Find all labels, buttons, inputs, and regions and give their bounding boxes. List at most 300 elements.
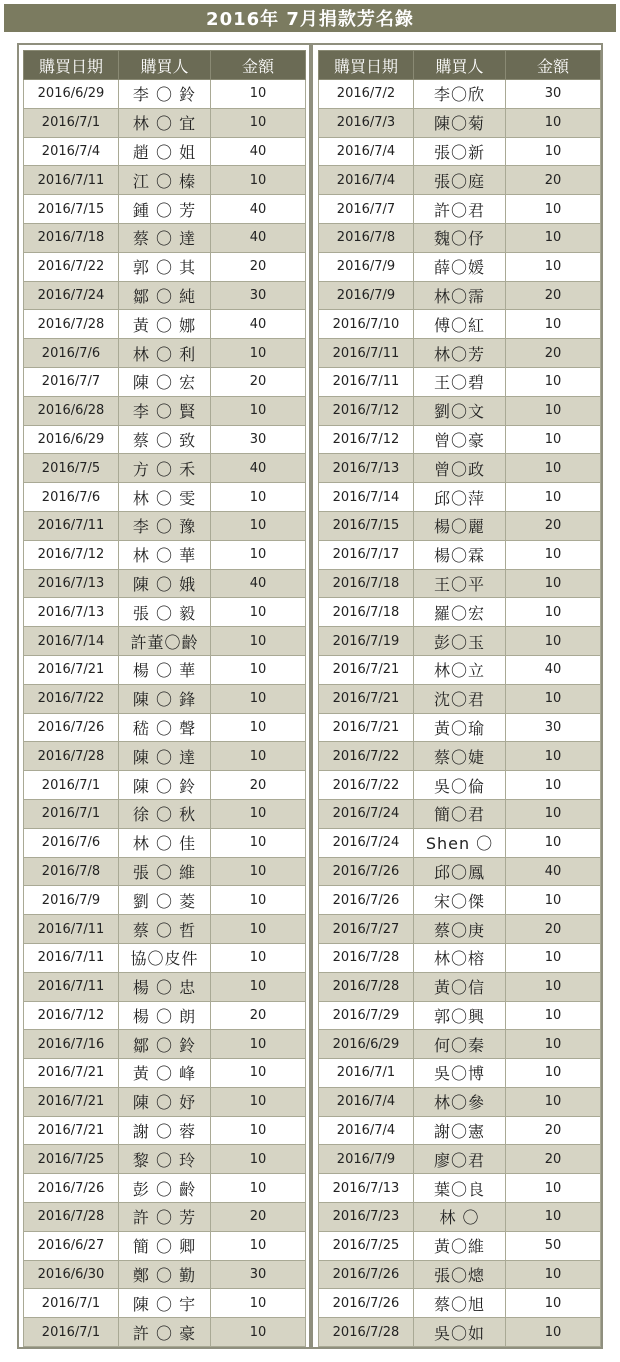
amount-cell: 10: [211, 1231, 306, 1260]
buyer-cell: 吳〇如: [414, 1318, 506, 1347]
date-cell: 2016/7/12: [24, 540, 119, 569]
amount-cell: 30: [211, 281, 306, 310]
date-cell: 2016/7/25: [24, 1145, 119, 1174]
table-row: [319, 713, 601, 742]
table-row: [319, 598, 601, 627]
amount-cell: 10: [211, 166, 306, 195]
buyer-cell: 鍾 〇 芳: [119, 195, 211, 224]
date-cell: 2016/7/22: [319, 742, 414, 771]
buyer-cell: 黃〇信: [414, 972, 506, 1001]
date-cell: 2016/7/19: [319, 627, 414, 656]
buyer-cell: 陳 〇 達: [119, 742, 211, 771]
buyer-cell: 陳 〇 宏: [119, 367, 211, 396]
table-row: [24, 569, 306, 598]
table-row: [24, 454, 306, 483]
header-buyer: 購買人: [414, 51, 506, 80]
amount-cell: 10: [211, 915, 306, 944]
date-cell: 2016/7/21: [24, 1116, 119, 1145]
amount-cell: 10: [506, 310, 601, 339]
amount-cell: 30: [211, 425, 306, 454]
buyer-cell: 沈〇君: [414, 684, 506, 713]
date-cell: 2016/7/18: [319, 569, 414, 598]
date-cell: 2016/7/6: [24, 828, 119, 857]
table-row: [319, 886, 601, 915]
table-row: [24, 80, 306, 109]
buyer-cell: 宋〇傑: [414, 886, 506, 915]
donor-rows-left: [24, 80, 306, 1347]
date-cell: 2016/7/8: [319, 223, 414, 252]
buyer-cell: 陳 〇 宇: [119, 1289, 211, 1318]
date-cell: 2016/7/9: [319, 252, 414, 281]
table-row: [319, 1260, 601, 1289]
buyer-cell: 徐 〇 秋: [119, 799, 211, 828]
date-cell: 2016/7/23: [319, 1203, 414, 1232]
buyer-cell: 李 〇 豫: [119, 511, 211, 540]
table-row: [24, 771, 306, 800]
table-row: [319, 108, 601, 137]
buyer-cell: 邱〇鳳: [414, 857, 506, 886]
amount-cell: 10: [506, 137, 601, 166]
table-row: [319, 252, 601, 281]
amount-cell: 10: [506, 627, 601, 656]
amount-cell: 10: [506, 1260, 601, 1289]
table-row: [319, 1087, 601, 1116]
buyer-cell: 劉 〇 菱: [119, 886, 211, 915]
table-row: [319, 339, 601, 368]
amount-cell: 20: [506, 1116, 601, 1145]
table-row: [24, 627, 306, 656]
date-cell: 2016/7/22: [319, 771, 414, 800]
date-cell: 2016/7/8: [24, 857, 119, 886]
table-row: [319, 166, 601, 195]
buyer-cell: 林 〇 華: [119, 540, 211, 569]
buyer-cell: 葉〇良: [414, 1174, 506, 1203]
header-date: 購買日期: [24, 51, 119, 80]
table-row: [319, 310, 601, 339]
table-row: [24, 886, 306, 915]
amount-cell: 10: [506, 828, 601, 857]
date-cell: 2016/7/18: [24, 223, 119, 252]
buyer-cell: 林 〇 利: [119, 339, 211, 368]
amount-cell: 20: [211, 1203, 306, 1232]
table-row: [24, 799, 306, 828]
header-amount: 金額: [506, 51, 601, 80]
table-row: [319, 454, 601, 483]
buyer-cell: 林〇參: [414, 1087, 506, 1116]
donor-table-left: [23, 50, 306, 1347]
amount-cell: 10: [506, 367, 601, 396]
buyer-cell: Shen 〇: [414, 828, 506, 857]
date-cell: 2016/7/11: [24, 915, 119, 944]
amount-cell: 10: [211, 540, 306, 569]
buyer-cell: 彭〇玉: [414, 627, 506, 656]
table-row: [319, 569, 601, 598]
buyer-cell: 何〇秦: [414, 1030, 506, 1059]
table-row: [319, 1203, 601, 1232]
table-row: [24, 1059, 306, 1088]
amount-cell: 20: [211, 771, 306, 800]
buyer-cell: 簡 〇 卿: [119, 1231, 211, 1260]
date-cell: 2016/7/21: [319, 684, 414, 713]
amount-cell: 10: [211, 1318, 306, 1347]
date-cell: 2016/7/26: [319, 1289, 414, 1318]
amount-cell: 20: [211, 1001, 306, 1030]
table-row: [24, 540, 306, 569]
buyer-cell: 簡〇君: [414, 799, 506, 828]
buyer-cell: 鄒 〇 鈴: [119, 1030, 211, 1059]
amount-cell: 10: [506, 598, 601, 627]
table-row: [24, 339, 306, 368]
date-cell: 2016/7/1: [24, 108, 119, 137]
table-row: [24, 1174, 306, 1203]
buyer-cell: 陳 〇 妤: [119, 1087, 211, 1116]
buyer-cell: 蔡〇旭: [414, 1289, 506, 1318]
buyer-cell: 陳 〇 娥: [119, 569, 211, 598]
donor-rows-right: [319, 80, 601, 1347]
buyer-cell: 郭〇興: [414, 1001, 506, 1030]
amount-cell: 10: [211, 80, 306, 109]
date-cell: 2016/6/30: [24, 1260, 119, 1289]
buyer-cell: 彭 〇 齡: [119, 1174, 211, 1203]
buyer-cell: 趙 〇 姐: [119, 137, 211, 166]
buyer-cell: 黃〇維: [414, 1231, 506, 1260]
amount-cell: 30: [506, 713, 601, 742]
buyer-cell: 魏〇伃: [414, 223, 506, 252]
date-cell: 2016/7/26: [319, 886, 414, 915]
table-row: [319, 972, 601, 1001]
amount-cell: 20: [506, 511, 601, 540]
amount-cell: 10: [506, 799, 601, 828]
buyer-cell: 羅〇宏: [414, 598, 506, 627]
amount-cell: 10: [506, 396, 601, 425]
table-row: [24, 1116, 306, 1145]
table-row: [24, 1260, 306, 1289]
buyer-cell: 謝〇憲: [414, 1116, 506, 1145]
table-row: [319, 684, 601, 713]
table-row: [24, 742, 306, 771]
date-cell: 2016/7/28: [319, 1318, 414, 1347]
amount-cell: 10: [211, 1030, 306, 1059]
date-cell: 2016/6/29: [24, 80, 119, 109]
amount-cell: 30: [506, 80, 601, 109]
table-row: [24, 367, 306, 396]
table-row: [319, 1145, 601, 1174]
table-row: [319, 771, 601, 800]
amount-cell: 10: [211, 655, 306, 684]
amount-cell: 10: [211, 1087, 306, 1116]
table-row: [319, 627, 601, 656]
amount-cell: 20: [211, 367, 306, 396]
table-row: [24, 713, 306, 742]
table-row: [24, 1231, 306, 1260]
buyer-cell: 楊〇麗: [414, 511, 506, 540]
date-cell: 2016/7/3: [319, 108, 414, 137]
date-cell: 2016/7/6: [24, 339, 119, 368]
header-row: [24, 51, 306, 80]
buyer-cell: 張〇熜: [414, 1260, 506, 1289]
date-cell: 2016/7/11: [24, 511, 119, 540]
date-cell: 2016/7/21: [319, 655, 414, 684]
buyer-cell: 林 〇 宜: [119, 108, 211, 137]
amount-cell: 10: [211, 857, 306, 886]
table-row: [319, 80, 601, 109]
table-row: [24, 1087, 306, 1116]
table-row: [319, 828, 601, 857]
buyer-cell: 方 〇 禾: [119, 454, 211, 483]
date-cell: 2016/7/18: [319, 598, 414, 627]
date-cell: 2016/7/11: [319, 367, 414, 396]
amount-cell: 10: [506, 972, 601, 1001]
amount-cell: 10: [506, 1001, 601, 1030]
buyer-cell: 陳 〇 鋒: [119, 684, 211, 713]
table-row: [24, 252, 306, 281]
table-row: [319, 540, 601, 569]
date-cell: 2016/7/2: [319, 80, 414, 109]
table-row: [319, 655, 601, 684]
table-row: [24, 1145, 306, 1174]
table-row: [319, 1059, 601, 1088]
amount-cell: 40: [211, 223, 306, 252]
table-row: [24, 915, 306, 944]
table-row: [24, 108, 306, 137]
amount-cell: 10: [506, 425, 601, 454]
amount-cell: 20: [506, 1145, 601, 1174]
table-row: [24, 223, 306, 252]
amount-cell: 10: [211, 684, 306, 713]
table-row: [319, 1231, 601, 1260]
table-row: [319, 857, 601, 886]
buyer-cell: 鄭 〇 勤: [119, 1260, 211, 1289]
buyer-cell: 謝 〇 蓉: [119, 1116, 211, 1145]
date-cell: 2016/7/28: [24, 1203, 119, 1232]
buyer-cell: 黃 〇 峰: [119, 1059, 211, 1088]
buyer-cell: 蔡 〇 達: [119, 223, 211, 252]
date-cell: 2016/7/1: [24, 1289, 119, 1318]
table-row: [24, 396, 306, 425]
table-row: [319, 799, 601, 828]
date-cell: 2016/7/7: [319, 195, 414, 224]
table-row: [24, 425, 306, 454]
buyer-cell: 許〇君: [414, 195, 506, 224]
header-buyer: 購買人: [119, 51, 211, 80]
header-date: 購買日期: [319, 51, 414, 80]
date-cell: 2016/7/21: [24, 1059, 119, 1088]
amount-cell: 20: [211, 252, 306, 281]
table-row: [24, 166, 306, 195]
amount-cell: 10: [506, 1289, 601, 1318]
amount-cell: 10: [506, 886, 601, 915]
buyer-cell: 蔡 〇 哲: [119, 915, 211, 944]
table-row: [319, 1318, 601, 1347]
table-row: [24, 1001, 306, 1030]
amount-cell: 10: [211, 108, 306, 137]
amount-cell: 40: [211, 137, 306, 166]
table-row: [24, 598, 306, 627]
buyer-cell: 蔡〇庚: [414, 915, 506, 944]
amount-cell: 40: [211, 569, 306, 598]
amount-cell: 50: [506, 1231, 601, 1260]
buyer-cell: 蔡〇婕: [414, 742, 506, 771]
buyer-cell: 江 〇 榛: [119, 166, 211, 195]
table-row: [319, 195, 601, 224]
date-cell: 2016/7/29: [319, 1001, 414, 1030]
date-cell: 2016/7/9: [319, 1145, 414, 1174]
amount-cell: 10: [211, 598, 306, 627]
date-cell: 2016/7/21: [24, 655, 119, 684]
column-divider: [309, 43, 313, 1349]
header-row: [319, 51, 601, 80]
date-cell: 2016/6/28: [24, 396, 119, 425]
amount-cell: 10: [506, 684, 601, 713]
date-cell: 2016/7/1: [24, 771, 119, 800]
table-row: [24, 1203, 306, 1232]
date-cell: 2016/7/15: [319, 511, 414, 540]
table-row: [319, 223, 601, 252]
date-cell: 2016/7/10: [319, 310, 414, 339]
date-cell: 2016/7/11: [24, 166, 119, 195]
donor-table-right: [318, 50, 601, 1347]
amount-cell: 10: [506, 771, 601, 800]
date-cell: 2016/7/4: [319, 137, 414, 166]
amount-cell: 10: [211, 1059, 306, 1088]
date-cell: 2016/7/16: [24, 1030, 119, 1059]
buyer-cell: 楊〇霖: [414, 540, 506, 569]
date-cell: 2016/7/1: [319, 1059, 414, 1088]
buyer-cell: 廖〇君: [414, 1145, 506, 1174]
amount-cell: 10: [506, 1203, 601, 1232]
date-cell: 2016/7/26: [24, 713, 119, 742]
date-cell: 2016/7/26: [319, 857, 414, 886]
buyer-cell: 張 〇 維: [119, 857, 211, 886]
buyer-cell: 楊 〇 朗: [119, 1001, 211, 1030]
date-cell: 2016/7/22: [24, 252, 119, 281]
amount-cell: 10: [211, 339, 306, 368]
table-row: [319, 281, 601, 310]
amount-cell: 40: [211, 310, 306, 339]
amount-cell: 10: [211, 483, 306, 512]
date-cell: 2016/7/1: [24, 1318, 119, 1347]
buyer-cell: 林 〇 佳: [119, 828, 211, 857]
table-row: [24, 281, 306, 310]
table-row: [319, 396, 601, 425]
amount-cell: 10: [506, 943, 601, 972]
buyer-cell: 王〇平: [414, 569, 506, 598]
buyer-cell: 嵇 〇 聲: [119, 713, 211, 742]
buyer-cell: 曾〇政: [414, 454, 506, 483]
table-row: [319, 1116, 601, 1145]
date-cell: 2016/7/9: [24, 886, 119, 915]
date-cell: 2016/7/4: [319, 166, 414, 195]
buyer-cell: 許 〇 芳: [119, 1203, 211, 1232]
amount-cell: 30: [211, 1260, 306, 1289]
date-cell: 2016/7/22: [24, 684, 119, 713]
date-cell: 2016/7/11: [24, 972, 119, 1001]
table-row: [24, 972, 306, 1001]
amount-cell: 10: [506, 223, 601, 252]
table-row: [319, 1174, 601, 1203]
table-row: [319, 367, 601, 396]
buyer-cell: 楊 〇 華: [119, 655, 211, 684]
amount-cell: 10: [211, 1174, 306, 1203]
buyer-cell: 張〇新: [414, 137, 506, 166]
amount-cell: 10: [506, 252, 601, 281]
date-cell: 2016/7/12: [24, 1001, 119, 1030]
buyer-cell: 陳〇菊: [414, 108, 506, 137]
table-row: [24, 310, 306, 339]
amount-cell: 10: [506, 108, 601, 137]
buyer-cell: 許 〇 豪: [119, 1318, 211, 1347]
amount-cell: 10: [211, 799, 306, 828]
date-cell: 2016/7/14: [24, 627, 119, 656]
table-row: [319, 1289, 601, 1318]
table-row: [24, 511, 306, 540]
date-cell: 2016/7/28: [24, 310, 119, 339]
table-row: [319, 742, 601, 771]
buyer-cell: 曾〇豪: [414, 425, 506, 454]
date-cell: 2016/6/27: [24, 1231, 119, 1260]
table-row: [24, 1318, 306, 1347]
buyer-cell: 張 〇 毅: [119, 598, 211, 627]
amount-cell: 10: [506, 454, 601, 483]
buyer-cell: 傅〇紅: [414, 310, 506, 339]
header-amount: 金額: [211, 51, 306, 80]
amount-cell: 40: [211, 454, 306, 483]
date-cell: 2016/7/24: [24, 281, 119, 310]
table-row: [24, 195, 306, 224]
amount-cell: 20: [506, 166, 601, 195]
buyer-cell: 王〇碧: [414, 367, 506, 396]
amount-cell: 10: [211, 742, 306, 771]
amount-cell: 10: [506, 1318, 601, 1347]
date-cell: 2016/7/25: [319, 1231, 414, 1260]
amount-cell: 10: [506, 742, 601, 771]
amount-cell: 10: [506, 195, 601, 224]
date-cell: 2016/7/26: [24, 1174, 119, 1203]
buyer-cell: 林〇芳: [414, 339, 506, 368]
table-row: [319, 915, 601, 944]
page-title: 2016年 7月捐款芳名錄: [4, 4, 616, 32]
buyer-cell: 林 〇 雯: [119, 483, 211, 512]
amount-cell: 10: [211, 828, 306, 857]
buyer-cell: 鄒 〇 純: [119, 281, 211, 310]
amount-cell: 10: [211, 972, 306, 1001]
buyer-cell: 邱〇萍: [414, 483, 506, 512]
date-cell: 2016/7/27: [319, 915, 414, 944]
buyer-cell: 黃〇瑜: [414, 713, 506, 742]
date-cell: 2016/7/14: [319, 483, 414, 512]
table-row: [24, 1289, 306, 1318]
buyer-cell: 蔡 〇 致: [119, 425, 211, 454]
table-row: [24, 684, 306, 713]
date-cell: 2016/7/28: [319, 943, 414, 972]
amount-cell: 40: [211, 195, 306, 224]
buyer-cell: 黎 〇 玲: [119, 1145, 211, 1174]
buyer-cell: 林〇榕: [414, 943, 506, 972]
date-cell: 2016/7/5: [24, 454, 119, 483]
date-cell: 2016/7/4: [319, 1116, 414, 1145]
date-cell: 2016/7/24: [319, 799, 414, 828]
buyer-cell: 李 〇 鈴: [119, 80, 211, 109]
date-cell: 2016/7/17: [319, 540, 414, 569]
table-row: [24, 857, 306, 886]
date-cell: 2016/7/12: [319, 425, 414, 454]
amount-cell: 40: [506, 655, 601, 684]
buyer-cell: 楊 〇 忠: [119, 972, 211, 1001]
date-cell: 2016/7/13: [24, 598, 119, 627]
amount-cell: 10: [211, 627, 306, 656]
date-cell: 2016/7/28: [319, 972, 414, 1001]
buyer-cell: 林〇霈: [414, 281, 506, 310]
